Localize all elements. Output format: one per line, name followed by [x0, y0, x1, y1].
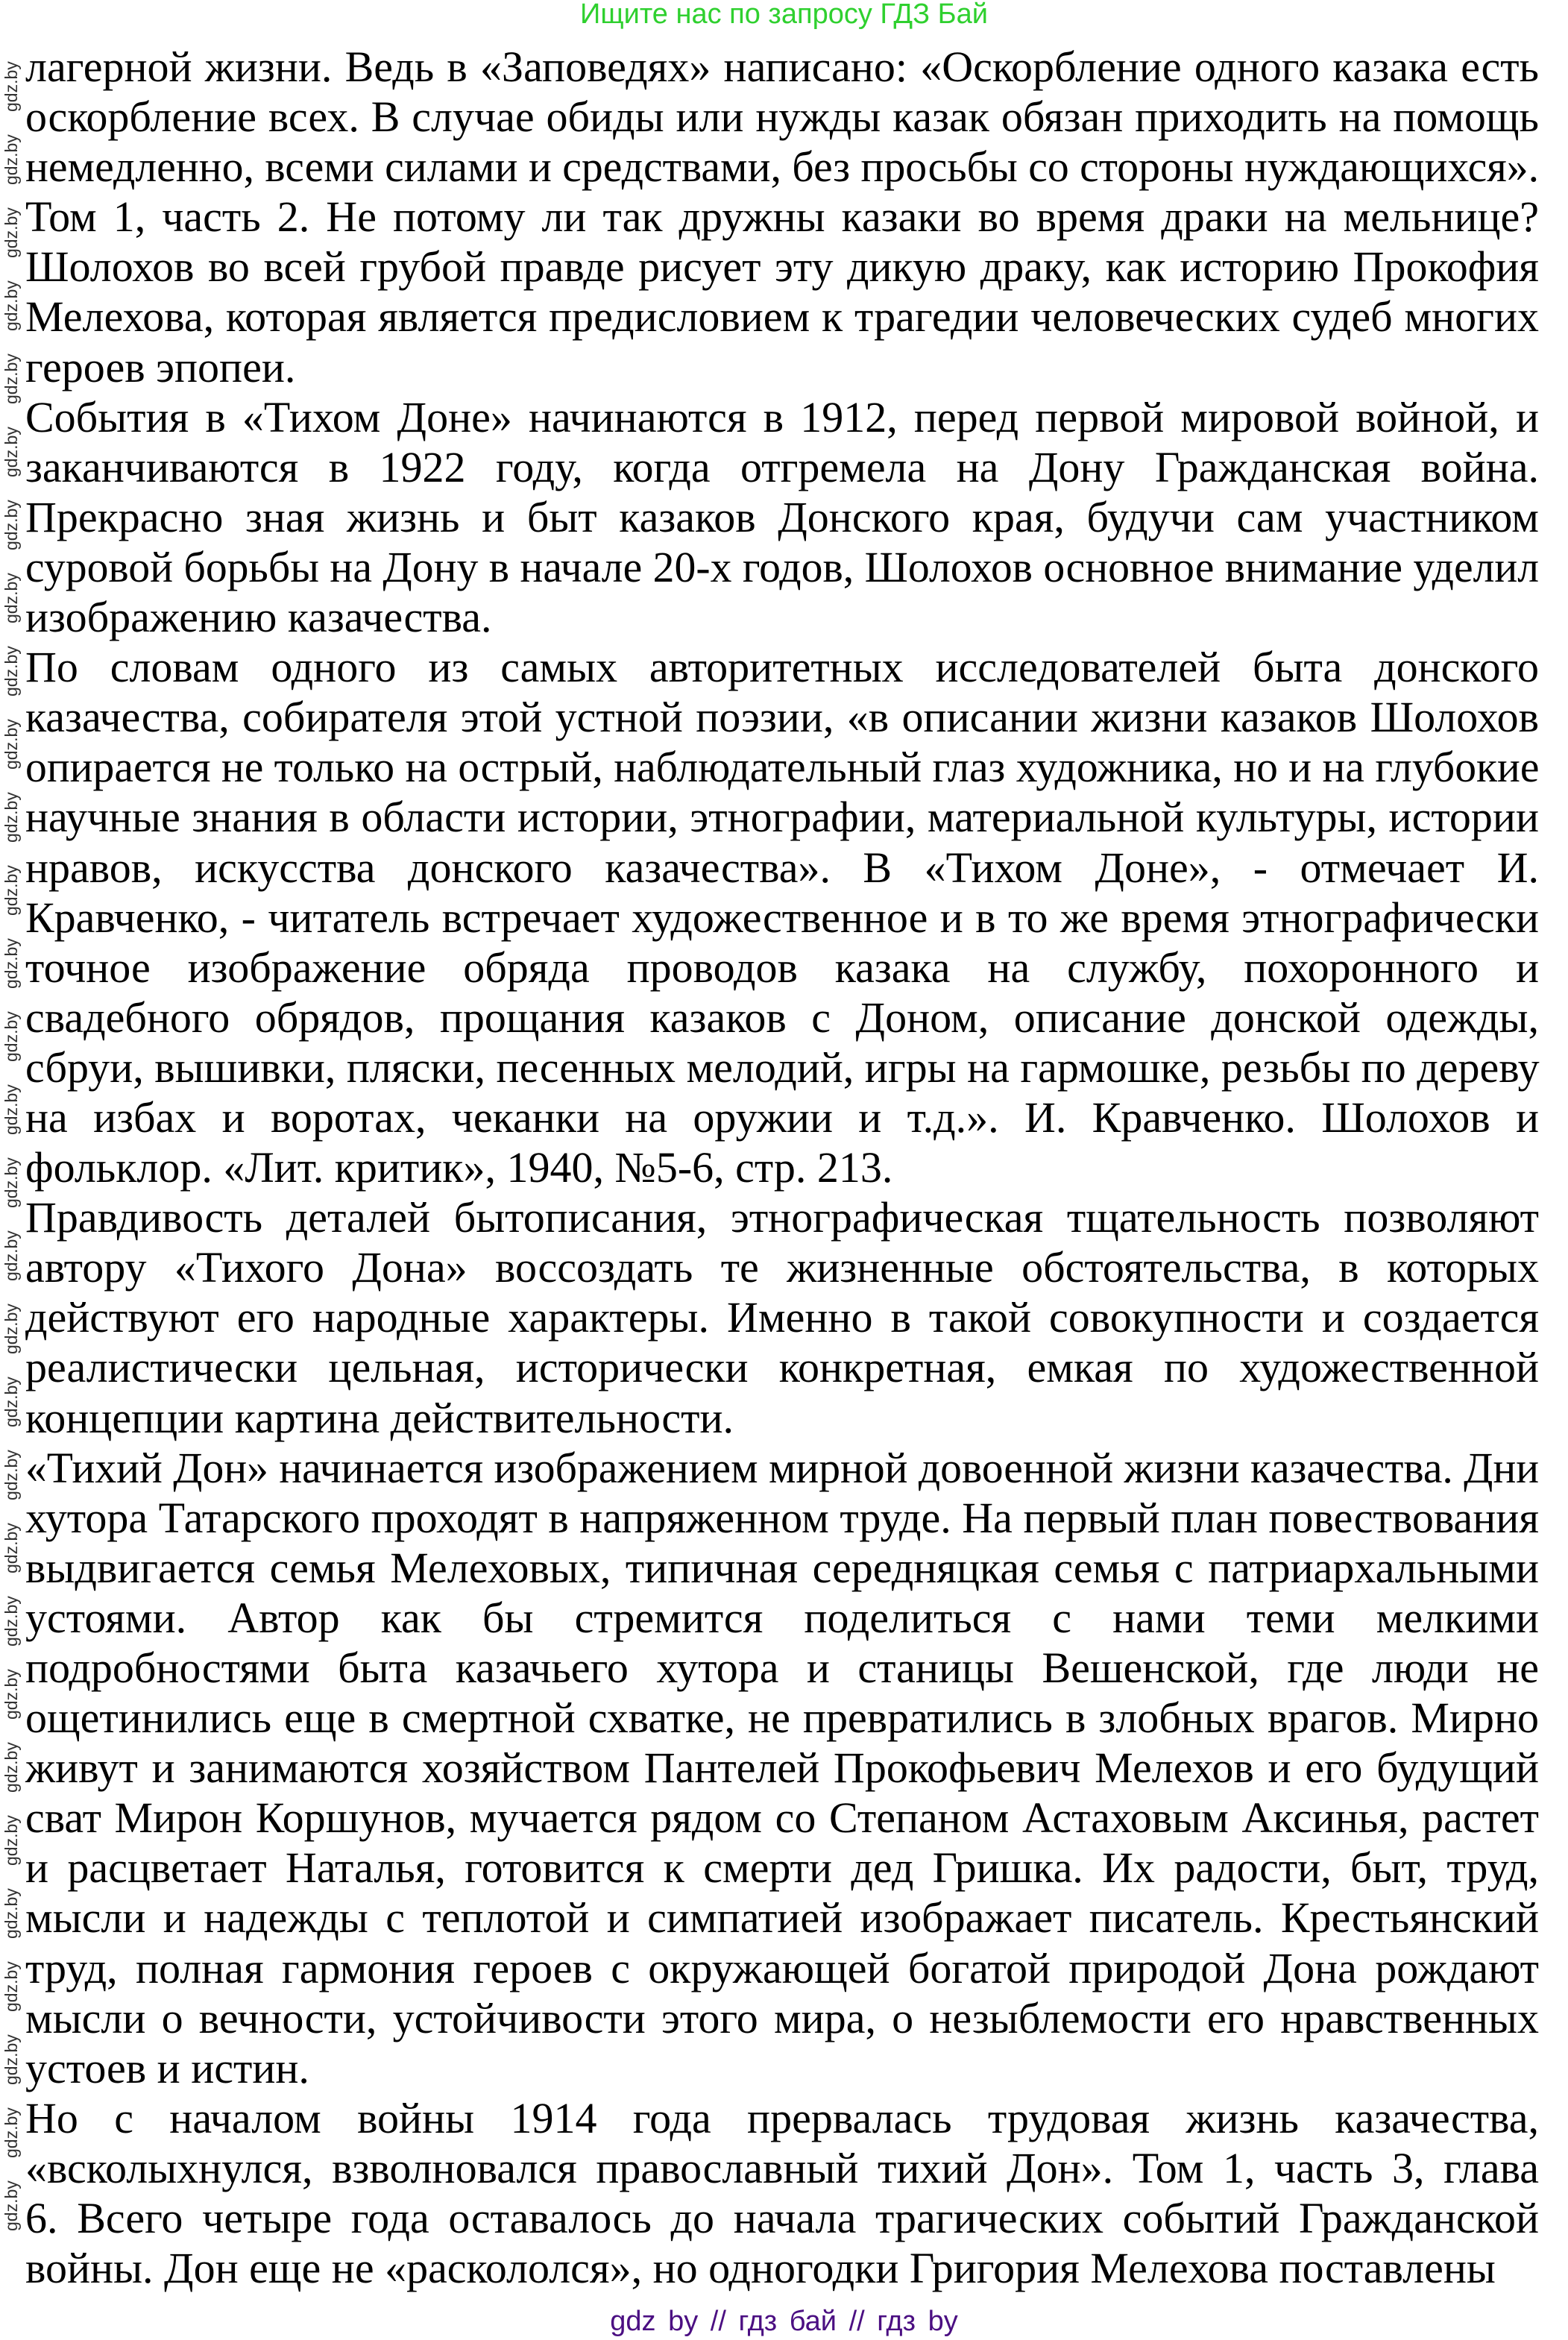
watermark-text: gdz.by	[1, 792, 21, 843]
text-line: События в «Тихом Доне» начинаются в 1912, перед первой мировой войной, и	[25, 392, 1539, 441]
watermark-text: gdz.by	[1, 1084, 21, 1135]
text-line: фольклор. «Лит. критик», 1940, №5-6, стр. 213.	[25, 1143, 893, 1192]
watermark	[1, 1156, 21, 1208]
text-line: войны. Дон еще не «раскололся», но одногодки Григория Мелехова поставлены	[25, 2244, 1496, 2293]
text-line: сват Мирон Коршунов, мучается рядом со Степаном Астаховым Аксинья, растет	[25, 1793, 1539, 1843]
watermark-text: gdz.by	[1, 646, 21, 696]
text-line: сбруи, вышивки, пляски, песенных мелодий, игры на гармошке, резьбы по дереву	[25, 1042, 1540, 1092]
watermark	[1, 1887, 21, 1939]
text-line: ощетинились еще в смертной схватке, не превратились в злобных врагов. Мирно	[25, 1693, 1539, 1743]
watermark	[1, 2106, 21, 2158]
text-line: выдвигается семья Мелеховых, типичная середняцкая семья с патриархальными	[25, 1543, 1539, 1592]
text-line: Прекрасно зная жизнь и быт казаков Донского края, будучи сам участником	[25, 492, 1539, 541]
text-line: Кравченко, - читатель встречает художественное и в то же время этнографически	[25, 893, 1539, 942]
text-line: Правдивость деталей бытописания, этнографическая тщательность позволяют	[25, 1193, 1539, 1242]
watermark-text: gdz.by	[1, 61, 21, 112]
watermark-text: gdz.by	[1, 1157, 21, 1208]
watermark	[1, 1448, 21, 1500]
watermark-text: gdz.by	[1, 1669, 21, 1720]
text-line: мысли и надежды с теплотой и симпатией изображает писатель. Крестьянский	[25, 1893, 1539, 1943]
watermark	[1, 1960, 21, 2012]
watermark	[1, 60, 21, 112]
watermark-text: gdz.by	[1, 1888, 21, 1939]
text-line: на избах и воротах, чеканки на оружии и т.д.». И. Кравченко. Шолохов и	[25, 1092, 1539, 1142]
watermark	[1, 2033, 21, 2085]
watermark-text: gdz.by	[1, 2180, 21, 2231]
search-banner: Ищите нас по запросу ГДЗ Бай	[580, 0, 988, 30]
text-line: По словам одного из самых авторитетных исследователей быта донского	[25, 643, 1539, 692]
text-line: и расцветает Наталья, готовится к смерти дед Гришка. Их радости, быт, труд,	[25, 1843, 1539, 1893]
text-line: устоев и истин.	[25, 2043, 309, 2092]
text-line: мысли о вечности, устойчивости этого мира, о незыблемости его нравственных	[25, 1993, 1539, 2042]
text-line: живут и занимаются хозяйством Пантелей Прокофьевич Мелехов и его будущий	[25, 1743, 1539, 1793]
footer-banner: gdz by // гдз бай // гдз by	[610, 2306, 958, 2337]
text-line: оскорбление всех. В случае обиды или нужды казак обязан приходить на помощь	[25, 92, 1539, 142]
watermark-text: gdz.by	[1, 134, 21, 185]
watermark	[1, 133, 21, 185]
watermark-text: gdz.by	[1, 573, 21, 623]
watermark	[1, 1667, 21, 1720]
text-line: реалистически цельная, исторически конкретная, емкая по художественной	[25, 1343, 1539, 1392]
text-line: казачества, собирателя этой устной поэзии, «в описании жизни казаков Шолохов	[25, 693, 1539, 742]
watermark	[1, 864, 21, 916]
text-line: Том 1, часть 2. Не потому ли так дружны казаки во время драки на мельнице?	[25, 192, 1539, 242]
watermark	[1, 717, 21, 770]
text-line: хутора Татарского проходят в напряженном труде. На первый план повествования	[25, 1493, 1539, 1542]
watermark	[1, 279, 21, 331]
watermark	[1, 1594, 21, 1647]
watermark-text: gdz.by	[1, 353, 21, 404]
text-line: научные знания в области истории, этнографии, материальной культуры, истории	[25, 793, 1539, 842]
text-line: лагерной жизни. Ведь в «Заповедях» написано: «Оскорбление одного казака есть	[25, 43, 1539, 91]
watermark	[1, 644, 21, 696]
watermark-text: gdz.by	[1, 2107, 21, 2158]
text-line: точное изображение обряда проводов казака на службу, похоронного и	[25, 943, 1539, 992]
watermark-text: gdz.by	[1, 1011, 21, 1062]
watermark-text: gdz.by	[1, 207, 21, 258]
watermark	[1, 1010, 21, 1062]
watermark-text: gdz.by	[1, 938, 21, 989]
text-line: нравов, искусства донского казачества». В «Тихом Доне», - отмечает И.	[25, 843, 1539, 892]
text-line: действуют его народные характеры. Именно в такой совокупности и создается	[25, 1293, 1539, 1342]
text-line: немедленно, всеми силами и средствами, без просьбы со стороны нуждающихся».	[25, 142, 1540, 192]
watermark-text: gdz.by	[1, 427, 21, 477]
watermark-text: gdz.by	[1, 1961, 21, 2012]
watermark	[1, 937, 21, 989]
text-line: концепции картина действительности.	[25, 1393, 734, 1442]
watermark-text: gdz.by	[1, 1815, 21, 1866]
text-line: «всколыхнулся, взволновался православный тихий Дон». Том 1, часть 3, глава	[25, 2143, 1539, 2192]
watermark	[1, 571, 21, 623]
text-line: 6. Всего четыре года оставалось до начала трагических событий Гражданской	[25, 2194, 1539, 2243]
text-line: Мелехова, которая является предисловием к трагедии человеческих судеб многих	[25, 292, 1539, 342]
watermark	[1, 1083, 21, 1135]
text-line: суровой борьбы на Дону в начале 20-х годов, Шолохов основное внимание уделил	[25, 542, 1540, 591]
watermark-text: gdz.by	[1, 1523, 21, 1573]
watermark	[1, 1814, 21, 1866]
watermark	[1, 498, 21, 550]
text-line: опирается не только на острый, наблюдательный глаз художника, но и на глубокие	[25, 743, 1540, 792]
watermark	[1, 1229, 21, 1281]
watermark	[1, 2179, 21, 2231]
watermark-text: gdz.by	[1, 1303, 21, 1354]
text-line: заканчиваются в 1922 году, когда отгремела на Дону Гражданская война.	[25, 442, 1539, 491]
text-line: Шолохов во всей грубой правде рисует эту дикую драку, как историю Прокофия	[25, 242, 1539, 292]
text-line: подробностями быта казачьего хутора и станицы Вешенской, где люди не	[25, 1644, 1539, 1692]
text-line: героев эпопеи.	[25, 342, 296, 391]
watermark-text: gdz.by	[1, 1377, 21, 1427]
watermark-text: gdz.by	[1, 1596, 21, 1647]
watermark-text: gdz.by	[1, 280, 21, 331]
watermark	[1, 206, 21, 258]
text-line: автору «Тихого Дона» воссоздать те жизненные обстоятельства, в которых	[25, 1243, 1539, 1292]
text-line: устоями. Автор как бы стремится поделиться с нами теми мелкими	[25, 1593, 1539, 1642]
watermark	[1, 1375, 21, 1427]
watermark-text: gdz.by	[1, 1230, 21, 1281]
watermark-text: gdz.by	[1, 2034, 21, 2085]
text-line: «Тихий Дон» начинается изображением мирной довоенной жизни казачества. Дни	[25, 1443, 1540, 1492]
text-line: свадебного обрядов, прощания казаков с Доном, описание донской одежды,	[25, 993, 1539, 1042]
watermark-text: gdz.by	[1, 500, 21, 550]
watermark	[1, 790, 21, 843]
watermark-text: gdz.by	[1, 719, 21, 770]
document-body	[25, 42, 1539, 2293]
watermark-text: gdz.by	[1, 865, 21, 916]
text-line: Но с началом войны 1914 года прервалась трудовая жизнь казачества,	[25, 2093, 1539, 2142]
watermark	[1, 1521, 21, 1573]
watermark-text: gdz.by	[1, 1742, 21, 1793]
watermark-text: gdz.by	[1, 1450, 21, 1500]
watermark	[1, 425, 21, 477]
watermark	[1, 1740, 21, 1793]
watermark	[1, 352, 21, 404]
text-line: изображению казачества.	[25, 593, 492, 642]
watermark	[1, 1302, 21, 1354]
text-line: труд, полная гармония героев с окружающей богатой природой Дона рождают	[25, 1943, 1539, 1993]
